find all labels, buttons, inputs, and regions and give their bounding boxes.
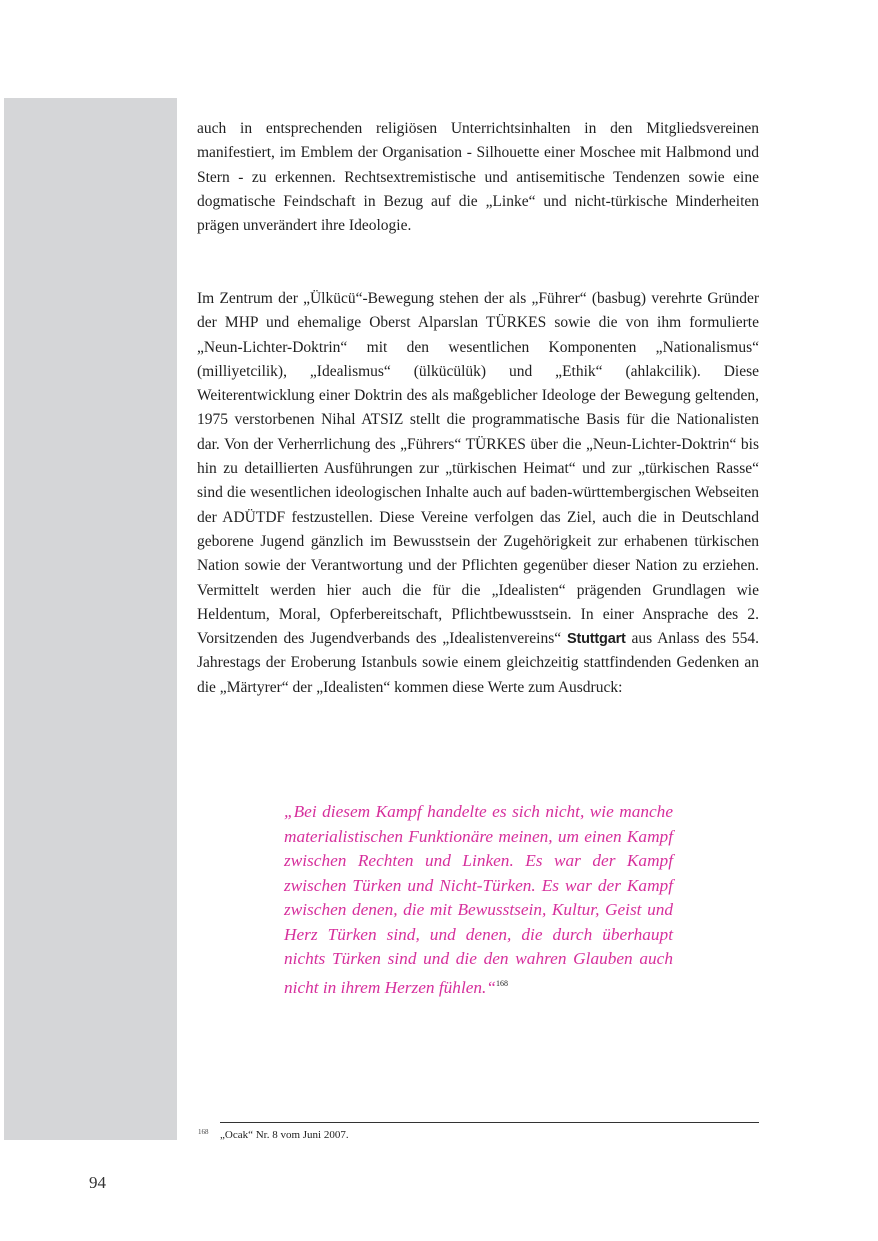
paragraph-2-text-end: aus Anlass des 554. Jahrestags der Eroberung Istanbuls sowie einem gleichzeitig stattfindenden Gedenken an die „Märtyrer“ der „Idealisten“ kommen diese Werte zum Ausdruck: [197,630,759,696]
footnote-text: „Ocak“ Nr. 8 vom Juni 2007. [220,1129,349,1141]
paragraph-2-text: Im Zentrum der „Ülkücü“-Bewegung stehen der als „Führer“ (basbug) verehrte Gründer der MHP und ehemalige Oberst Alparslan TÜRKES sowie die von ihm formulierte „Neun-Lichter-Doktrin“ mit den wesentlichen Komponenten „Nationalismus“ (milliyetcilik), „Idealismus“ (ülkücülük) und „Ethik“ (ahlakcilik). Diese Weiterentwicklung einer Doktrin des als maßgeblicher Ideologe der Bewegung geltenden, 1975 verstorbenen Nihal ATSIZ stellt die programmatische Basis für die Nationalisten dar. Von der Verherrlichung des „Führers“ TÜRKES über die „Neun-Lichter-Doktrin“ bis hin zu detaillierten Ausführungen zur „türkischen Heimat“ und zur „türkischen Rasse“ sind die wesentlichen ideologischen Inhalte auch auf baden-württembergischen Webseiten der ADÜTDF festzustellen. Diese Vereine verfolgen das Ziel, auch die in Deutschland geborene Jugend gänzlich im Bewusstsein der Zugehörigkeit zur erhabenen türkischen Nation sowie der Verantwortung und der Pflichten gegenüber dieser Nation zu erziehen. Vermittelt werden hier auch die für die „Idealisten“ prägenden Grundlagen wie Heldentum, Moral, Opferbereitschaft, Pflichtbewusstsein. In einer Ansprache des 2. Vorsitzenden des Jugendverbands des „Idealistenvereins“ [197,290,759,648]
paragraph-1: auch in entsprechenden religiösen Unterrichtsinhalten in den Mitgliedsvereinen manifestiert, im Emblem der Organisation - Silhouette einer Moschee mit Halbmond und Stern - zu erkennen. Rechtsextremistische und antisemitische Tendenzen sowie eine dogmatische Feindschaft in Bezug auf die „Linke“ und nicht-türkische Minderheiten prägen unverändert ihre Ideologie. [197,120,759,235]
footnote-divider [220,1122,759,1123]
page-number: 94 [89,1173,106,1192]
sidebar-panel [4,98,177,1140]
block-quote [284,800,673,1000]
highlighted-city: Stuttgart [567,631,626,648]
paragraph-2 [197,287,759,700]
footnote-reference: 168 [496,978,508,988]
footnote-number: 168 [198,1128,209,1136]
quote-text: „Bei diesem Kampf handelte es sich nicht, wie manche materialistischen Funktionäre meinen, um einen Kampf zwischen Rechten und Linken. Es war der Kampf zwischen Türken und Nicht-Türken. Es war der Kampf zwischen denen, die mit Bewusstsein, Kultur, Geist und Herz Türken sind, und denen, die durch überhaupt nichts Türken sind und die den wahren Glauben auch nicht in ihrem Herzen fühlen.“ [284,802,673,997]
